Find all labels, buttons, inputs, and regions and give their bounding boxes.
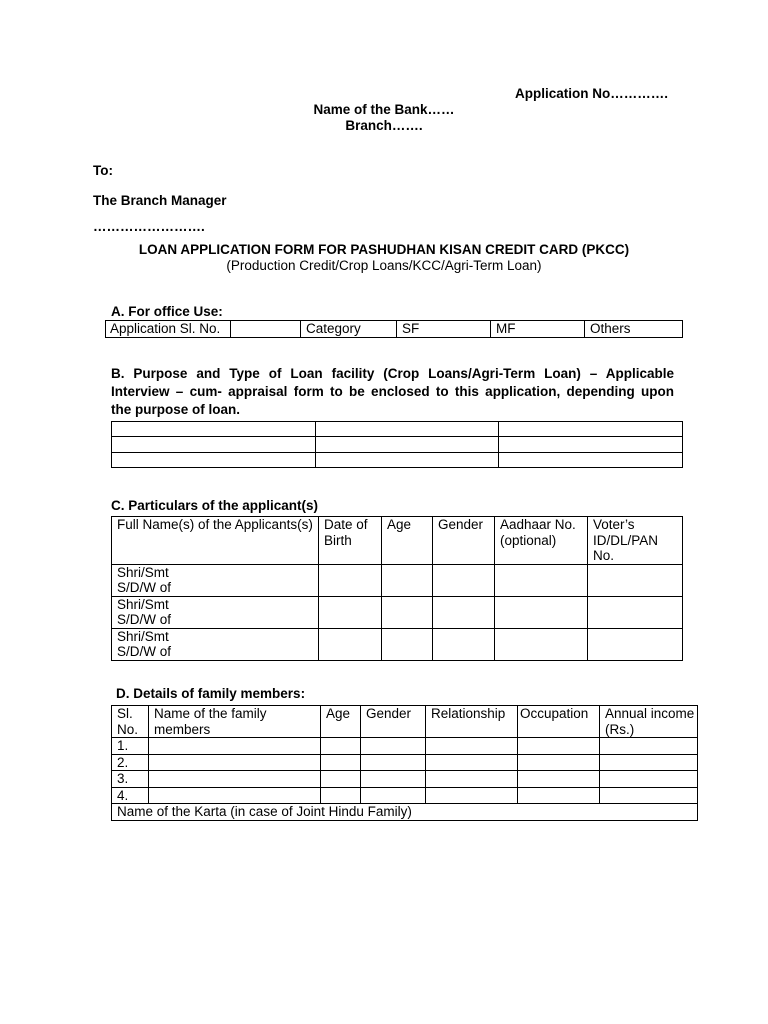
col-header-annual-income: Annual income (Rs.) [600,706,698,738]
member-sl-cell: 3. [112,771,149,788]
section-a-heading: A. For office Use: [111,304,223,319]
table-header-row [112,706,698,738]
member-cell[interactable] [518,738,600,755]
loan-purpose-table [111,421,683,468]
member-cell[interactable] [149,754,321,771]
col-header-member-name: Name of the family members [149,706,321,738]
family-members-table [111,705,698,821]
member-cell[interactable] [321,787,361,804]
col-header-gender: Gender [361,706,426,738]
table-row [112,596,683,628]
col-header-voter-id: Voter’s ID/DL/PAN No. [588,517,683,565]
col-header-dob: Date of Birth [319,517,382,565]
applicant-cell[interactable] [319,564,382,596]
member-sl-cell: 2. [112,754,149,771]
table-row [112,628,683,660]
member-sl-cell: 1. [112,738,149,755]
member-cell[interactable] [321,754,361,771]
applicant-cell[interactable] [495,596,588,628]
office-cell-mf[interactable]: MF [491,321,585,338]
office-use-table [105,320,683,338]
col-header-relationship: Relationship [426,706,518,738]
applicant-cell[interactable] [588,564,683,596]
applicants-table [111,516,683,661]
member-cell[interactable] [518,754,600,771]
branch-name: Branch……. [345,118,423,133]
loan-purpose-cell[interactable] [112,437,316,453]
applicant-cell[interactable] [382,564,433,596]
applicant-cell[interactable] [495,628,588,660]
office-cell-sf[interactable]: SF [397,321,491,338]
applicant-cell[interactable] [588,596,683,628]
member-cell[interactable] [426,771,518,788]
applicant-cell[interactable] [319,628,382,660]
col-header-age: Age [382,517,433,565]
member-cell[interactable] [321,771,361,788]
member-cell[interactable] [600,787,698,804]
office-cell-category: Category [301,321,397,338]
applicant-cell[interactable] [382,596,433,628]
member-cell[interactable] [518,787,600,804]
office-cell-others[interactable]: Others [585,321,683,338]
col-header-full-name: Full Name(s) of the Applicants(s) [112,517,319,565]
section-b-line3: the purpose of loan. [111,402,241,417]
col-header-age: Age [321,706,361,738]
loan-purpose-cell[interactable] [316,453,499,468]
to-label: To: [93,163,113,178]
col-header-gender: Gender [433,517,495,565]
col-header-occupation: Occupation [518,706,600,738]
application-number: Application No…………. [515,86,668,101]
member-cell[interactable] [149,738,321,755]
member-cell[interactable] [600,771,698,788]
section-b-line2: Interview – cum- appraisal form to be enclosed to this application, depending upon [111,384,674,399]
member-cell[interactable] [426,738,518,755]
table-row [112,738,698,755]
office-cell-application-sl: Application Sl. No. [106,321,231,338]
table-header-row [112,517,683,565]
member-cell[interactable] [426,754,518,771]
table-row [112,422,683,437]
section-c-heading: C. Particulars of the applicant(s) [111,498,319,513]
col-header-sl-no: Sl. No. [112,706,149,738]
member-cell[interactable] [361,738,426,755]
recipient: The Branch Manager [93,193,227,208]
office-cell-blank[interactable] [231,321,301,338]
section-d-heading: D. Details of family members: [116,686,306,701]
table-row [112,437,683,453]
loan-purpose-cell[interactable] [499,453,683,468]
table-row [112,564,683,596]
loan-purpose-cell[interactable] [316,422,499,437]
applicant-name-cell[interactable]: Shri/Smt S/D/W of [112,564,319,596]
table-row [112,754,698,771]
table-row [112,787,698,804]
applicant-cell[interactable] [319,596,382,628]
bank-name: Name of the Bank…… [313,102,455,117]
table-row [112,804,698,821]
member-cell[interactable] [149,787,321,804]
section-b-line1: B. Purpose and Type of Loan facility (Crop Loans/Agri-Term Loan) – Applicable [111,366,674,381]
member-cell[interactable] [600,738,698,755]
applicant-cell[interactable] [433,628,495,660]
loan-purpose-cell[interactable] [316,437,499,453]
form-subtitle: (Production Credit/Crop Loans/KCC/Agri-Term Loan) [226,258,542,273]
loan-purpose-cell[interactable] [499,422,683,437]
member-cell[interactable] [518,771,600,788]
member-cell[interactable] [426,787,518,804]
member-cell[interactable] [321,738,361,755]
loan-purpose-cell[interactable] [112,422,316,437]
karta-name-cell[interactable]: Name of the Karta (in case of Joint Hindu Family) [112,804,698,821]
applicant-name-cell[interactable]: Shri/Smt S/D/W of [112,596,319,628]
table-row [112,771,698,788]
member-cell[interactable] [361,754,426,771]
table-row [112,453,683,468]
member-cell[interactable] [600,754,698,771]
loan-purpose-cell[interactable] [112,453,316,468]
recipient-dots: ……………………. [93,219,205,234]
applicant-cell[interactable] [433,564,495,596]
applicant-name-cell[interactable]: Shri/Smt S/D/W of [112,628,319,660]
member-cell[interactable] [361,771,426,788]
applicant-cell[interactable] [495,564,588,596]
col-header-aadhaar: Aadhaar No. (optional) [495,517,588,565]
applicant-cell[interactable] [433,596,495,628]
applicant-cell[interactable] [588,628,683,660]
member-cell[interactable] [149,771,321,788]
applicant-cell[interactable] [382,628,433,660]
loan-purpose-cell[interactable] [499,437,683,453]
member-sl-cell: 4. [112,787,149,804]
member-cell[interactable] [361,787,426,804]
form-title: LOAN APPLICATION FORM FOR PASHUDHAN KISAN CREDIT CARD (PKCC) [138,242,630,257]
